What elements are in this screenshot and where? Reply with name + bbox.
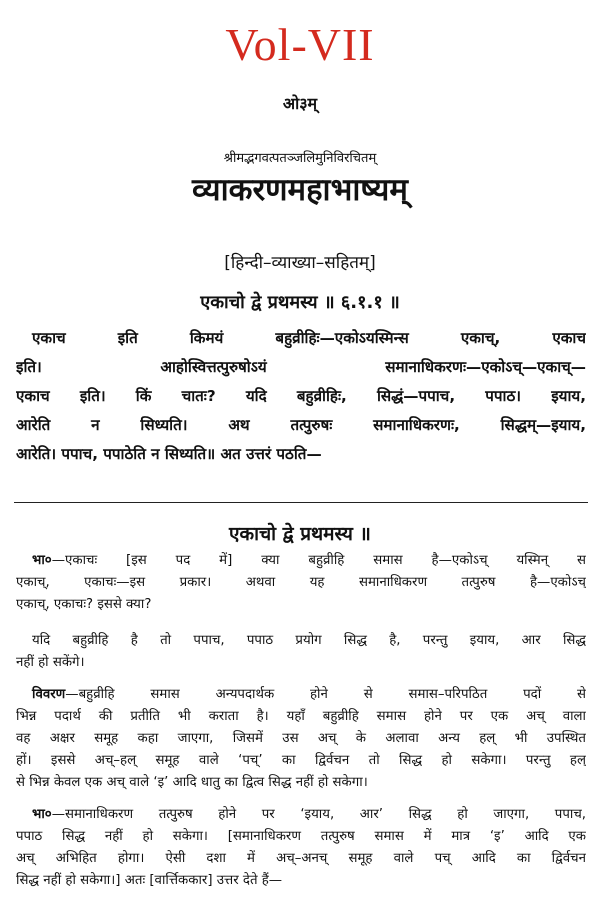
commentary-paragraph-vivarana	[16, 684, 586, 794]
commentary-line: हों। इससे अच्–हल् समूह वाले ‘पच्’ का द्विर्वचन तो सिद्ध हो सकेगा। परन्तु हल्	[16, 753, 586, 768]
commentary-paragraph-bhashya-2	[16, 804, 586, 892]
paragraph-lead: विवरण	[32, 687, 66, 702]
commentary-line: से भिन्न केवल एक अच् वाले ‘इ’ आदि धातु का द्वित्व सिद्ध नहीं हो सकेगा।	[16, 775, 368, 790]
commentary-line: पपाठ सिद्ध नहीं हो सकेगा। [समानाधिकरण तत्पुरुष समास में मात्र ‘इ’ आदि एक	[16, 829, 586, 844]
commentary-line	[16, 550, 586, 572]
commentary-line	[16, 684, 586, 706]
bhashya-line: एकाच इति। किं चातः? यदि बहुव्रीहिः, सिद्धं—पपाच, पपाठ। इयाय,	[16, 387, 586, 405]
commentary-line: सिद्ध नहीं हो सकेगा।] अतः [वार्त्तिककार] उत्तर देते हैं—	[16, 873, 283, 888]
commentary-line: भिन्न पदार्थ की प्रतीति भी कराता है। यहाँ बहुव्रीहि समास होने पर एक अच् वाला	[16, 709, 586, 724]
sutra-heading-hindi: एकाचो द्वे प्रथमस्य ॥	[229, 523, 371, 545]
commentary-paragraph-2	[16, 630, 586, 674]
om-invocation: ओ३म्	[282, 94, 318, 113]
commentary-line-text: —समानाधिकरण तत्पुरुष होने पर ‘इयाय, आर’ सिद्ध हो जाएगा, पपाच,	[51, 807, 586, 822]
sutra-heading-sanskrit: एकाचो द्वे प्रथमस्य ॥ ६.१.१ ॥	[200, 292, 400, 313]
bhashya-line: आरेति न सिध्यति। अथ तत्पुरुषः समानाधिकरणः, सिद्धम्—इयाय,	[16, 416, 586, 434]
commentary-line: नहीं हो सकेंगे।	[16, 655, 85, 670]
author-attribution: श्रीमद्भगवत्पतञ्जलिमुनिविरचितम्	[223, 151, 377, 166]
bhashya-line: एकाच इति किमयं बहुव्रीहिः—एकोऽयस्मिन्स एकाच्, एकाच	[32, 329, 586, 347]
commentary-line: एकाच्, एकाचः? इससे क्या?	[16, 597, 152, 612]
paragraph-lead: भा०	[32, 807, 52, 822]
commentary-paragraph-bhashya-1	[16, 550, 586, 616]
bhashya-line: आरेति। पपाच, पपाठेति न सिध्यति॥ अत उत्तरं पठति—	[16, 445, 322, 463]
paragraph-lead: भा०	[32, 553, 52, 568]
commentary-line: अच् अभिहित होगा। ऐसी दशा में अच्–अनच् समूह वाले पच् आदि का द्विर्वचन	[16, 851, 586, 866]
commentary-line: यदि बहुव्रीहि है तो पपाच, पपाठ प्रयोग सिद्ध है, परन्तु इयाय, आर सिद्ध	[32, 633, 586, 648]
commentary-line: वह अक्षर समूह कहा जाएगा, जिसमें उस अच् के अलावा अन्य हल् भी उपस्थित	[16, 731, 586, 746]
volume-title: Vol-VII	[225, 19, 375, 70]
bhashya-line: इति। आहोस्वित्तत्पुरुषोऽयं समानाधिकरणः—एकोऽच्—एकाच्—	[16, 358, 586, 376]
commentary-line-text: —बहुव्रीहि समास अन्यपदार्थक होने से समास–परिपठित पदों से	[65, 687, 586, 702]
book-title: व्याकरणमहाभाष्यम्	[192, 172, 408, 208]
bhashya-sanskrit-text	[16, 324, 586, 469]
commentary-line: एकाच्, एकाचः—इस प्रकार। अथवा यह समानाधिकरण तत्पुरुष है—एकोऽच्	[16, 575, 586, 590]
book-subtitle: [हिन्दी–व्याख्या–सहितम्]	[224, 253, 376, 273]
commentary-line-text: —एकाचः [इस पद में] क्या बहुव्रीहि समास है—एकोऽच् यस्मिन् स	[51, 553, 586, 568]
commentary-line	[16, 804, 586, 826]
section-divider	[14, 502, 588, 503]
